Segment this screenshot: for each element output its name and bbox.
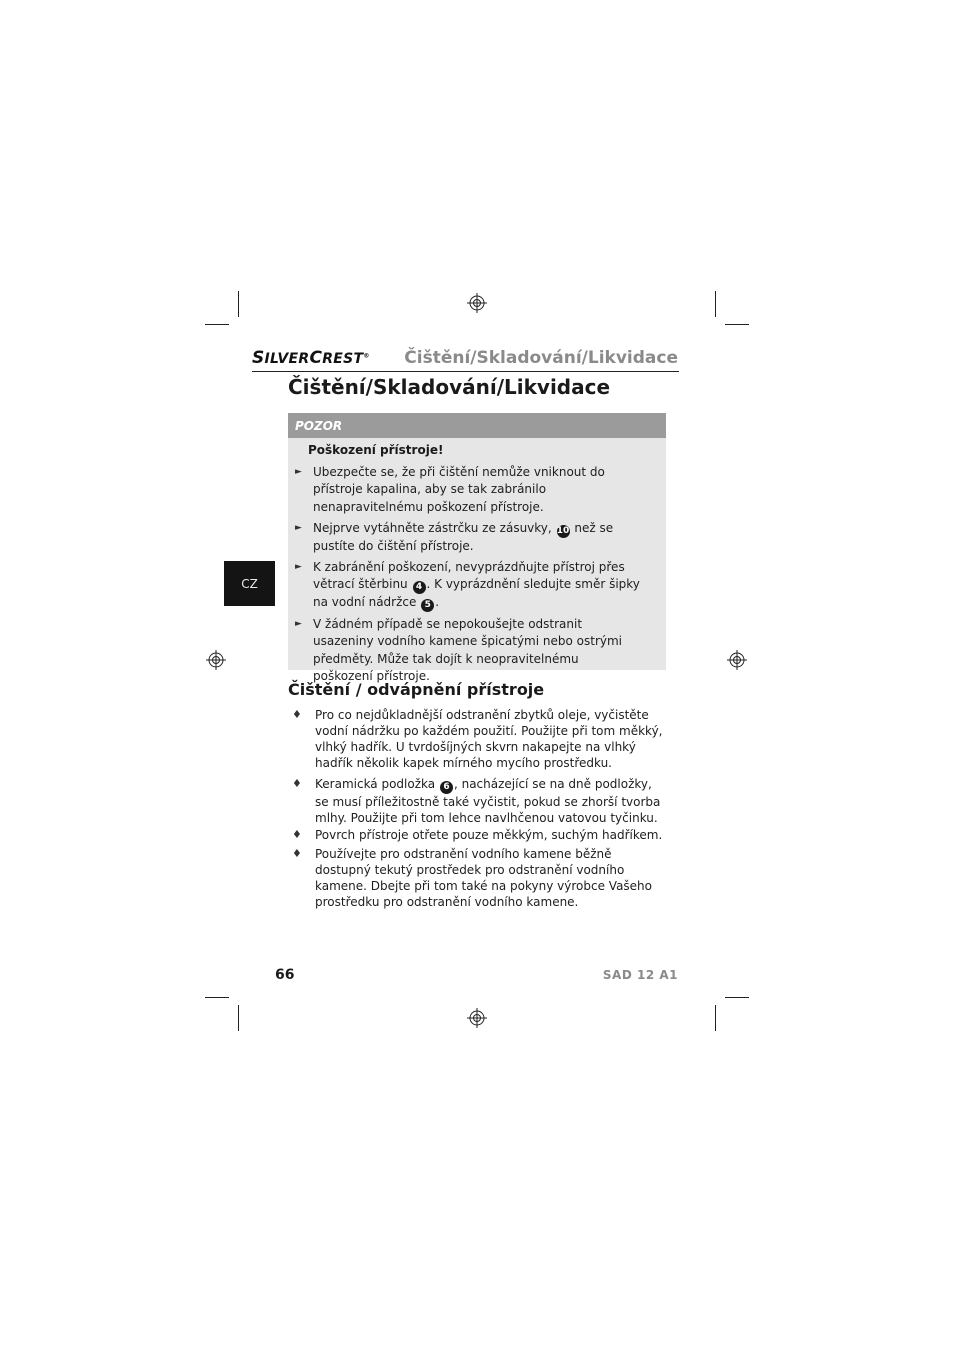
registration-mark-icon xyxy=(727,650,747,670)
registered-mark: ® xyxy=(363,352,370,360)
brand-letter: ILVER xyxy=(264,351,310,367)
text-run: Nejprve vytáhněte zástrčku ze zásuvky, xyxy=(313,521,552,535)
brand-letter: C xyxy=(309,348,323,368)
list-item-text: Pro co nejdůkladnější odstranění zbytků oleje, vyčistěte vodní nádržku po každém použití. Použijte při tom měkký, vlhký hadřík. U tvrdošíjných skvrn nakapejte na vlhký hadřík několik kapek mírného mycího prostředku. xyxy=(315,708,663,770)
crop-mark xyxy=(715,1005,716,1031)
warning-header-bar xyxy=(288,413,666,438)
language-tab: CZ xyxy=(224,561,275,606)
text-run: . K vyprázdnění sledujte směr šipky na vodní nádržce xyxy=(313,577,640,610)
triangle-bullet-icon: ► xyxy=(295,523,302,533)
registration-mark-icon xyxy=(206,650,226,670)
triangle-bullet-icon: ► xyxy=(295,467,302,477)
text-run: než se pustíte do čištění přístroje. xyxy=(313,521,614,553)
header-divider xyxy=(252,371,679,372)
crop-mark xyxy=(725,997,749,998)
text-run: K zabránění poškození, nevyprázdňujte přístroj přes větrací štěrbinu xyxy=(313,560,625,592)
warning-item-text: V žádném případě se nepokoušejte odstranit usazeniny vodního kamene špicatými nebo ostrými předměty. Může tak dojít k neopravitelnému poškození přístroje. xyxy=(313,617,622,684)
list-item xyxy=(292,827,664,843)
part-number-badge: 10 xyxy=(556,526,570,536)
brand-letter: S xyxy=(252,348,265,368)
list-item-text: Používejte pro odstranění vodního kamene běžně dostupný tekutý prostředek pro odstranění vodního kamene. Dbejte při tom také na pokyny výrobce Vašeho prostředku pro odstranění vodního kamene. xyxy=(315,847,653,909)
warning-heading: Poškození přístroje! xyxy=(308,443,444,457)
part-number-badge: 6 xyxy=(440,781,453,794)
list-item xyxy=(292,846,664,910)
list-item-text: Povrch přístroje otřete pouze měkkým, suchým hadříkem. xyxy=(315,828,663,842)
crop-mark xyxy=(238,291,239,317)
registration-mark-icon xyxy=(467,1008,487,1028)
list-item xyxy=(292,707,664,771)
warning-label: POZOR xyxy=(295,419,343,433)
warning-item-text xyxy=(313,559,640,612)
crop-mark xyxy=(238,1005,239,1031)
list-item xyxy=(292,776,664,826)
warning-item xyxy=(295,559,640,612)
part-number-badge: 5 xyxy=(421,599,434,612)
page-title: Čištění/Skladování/Likvidace xyxy=(288,375,611,399)
diamond-bullet-icon: ♦ xyxy=(292,828,302,841)
text-run: . xyxy=(435,595,440,610)
registration-mark-icon xyxy=(467,293,487,313)
brand-logo xyxy=(252,348,370,368)
part-number-badge: 4 xyxy=(413,581,426,594)
text-run: , nacházející se na dně podložky, se musí příležitostně také vyčistit, pokud se zhorší tvorba mlhy. Použijte při tom lehce navlhčenou vatovou tyčinku. xyxy=(315,777,661,825)
triangle-bullet-icon: ► xyxy=(295,619,302,629)
warning-item-text: Ubezpečte se, že při čištění nemůže vniknout do přístroje kapalina, aby se tak zabránilo nenapravitelnému poškození přístroje. xyxy=(313,465,605,514)
warning-item xyxy=(295,616,640,686)
diamond-bullet-icon: ♦ xyxy=(292,847,302,860)
diamond-bullet-icon: ♦ xyxy=(292,708,302,721)
header-section-title: Čištění/Skladování/Likvidace xyxy=(404,348,678,368)
crop-mark xyxy=(205,997,229,998)
warning-item xyxy=(295,464,640,516)
crop-mark xyxy=(205,324,229,325)
brand-letter: REST xyxy=(322,351,364,367)
diamond-bullet-icon: ♦ xyxy=(292,777,302,790)
crop-mark xyxy=(715,291,716,317)
warning-item-text xyxy=(313,520,640,555)
crop-mark xyxy=(725,324,749,325)
page-number: 66 xyxy=(275,967,295,983)
model-number: SAD 12 A1 xyxy=(602,968,678,982)
text-run: Keramická podložka xyxy=(315,777,436,791)
triangle-bullet-icon: ► xyxy=(295,562,302,572)
warning-item xyxy=(295,520,640,555)
list-item-text xyxy=(315,776,664,826)
section-title: Čištění / odvápnění přístroje xyxy=(288,680,545,699)
